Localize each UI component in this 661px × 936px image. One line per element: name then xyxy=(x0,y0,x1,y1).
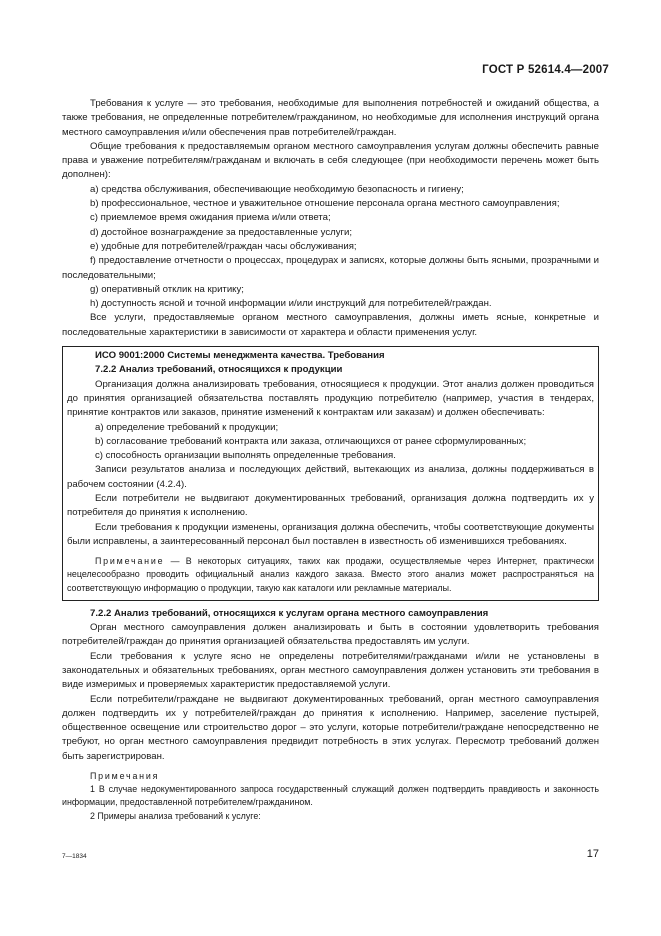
paragraph: Требования к услуге — это требования, необходимые для выполнения потребностей и ожиданий общества, а также требования, не определенные потребителем/гражданином, но необходимые для исполнения инструкций органа местного самоуправления и/или обеспечения прав потребителей/граждан. xyxy=(62,98,599,138)
page-number: 17 xyxy=(586,848,599,860)
document-body xyxy=(62,97,599,823)
paragraph: Все услуги, предоставляемые органом местного самоуправления, должны иметь ясные, конкретные и последовательные характеристики в зависимости от характера и области применения услуг. xyxy=(62,312,599,338)
list-item: f) предоставление отчетности о процессах, процедурах и записях, которые должны быть ясными, прозрачными и последовательными; xyxy=(62,255,599,281)
list-item: g) оперативный отклик на критику; xyxy=(90,283,244,295)
list-item: e) удобные для потребителей/граждан часы обслуживания; xyxy=(90,240,357,252)
box-note xyxy=(67,555,594,595)
list-item: b) согласование требований контракта или заказа, отличающихся от ранее сформулированных; xyxy=(95,435,527,447)
list-item: b) профессиональное, честное и уважительное отношение персонала органа местного самоуправления; xyxy=(90,198,560,210)
paragraph: Организация должна анализировать требования, относящиеся к продукции. Этот анализ должен проводиться до принятия организацией обязательства поставлять продукцию потребителю (например, участия в тендерах, принятие контрактов или заказов, принятие изменений к контрактам или заказам) и должен обеспечивать: xyxy=(67,378,594,419)
paragraph: Если требования к услуге ясно не определены потребителями/гражданами и/или не установлены в законодательных и обязательных требованиях, орган местного самоуправления должен установить эти требования в виде измеримых и проверяемых характеристик предоставляемой услуги. xyxy=(62,650,599,691)
paragraph: Если потребители/граждане не выдвигают документированных требований, орган местного самоуправления должен подтвердить их у потребителей/граждан до принятия к исполнению. Например, заселение пустырей, общественное освещение или строительство дорог – это услуги, которые потребители/граждане непосредственно не требуют, но орган местного самоуправления предвидит потребность в этих услугах. Пересмотр требований должен быть зарегистрирован. xyxy=(62,693,599,762)
list-item: c) способность организации выполнять определенные требования. xyxy=(95,450,396,462)
list-item: a) определение требований к продукции; xyxy=(95,421,279,433)
print-code: 7—1834 xyxy=(62,853,87,860)
standard-code-header: ГОСТ Р 52614.4—2007 xyxy=(482,64,609,76)
note-item: 1 В случае недокументированного запроса государственный служащий должен подтвердить правдивость и законность информации, предоставленной потребителем/гражданином. xyxy=(62,784,599,808)
note-item: 2 Примеры анализа требований к услуге: xyxy=(90,810,261,821)
paragraph: Орган местного самоуправления должен анализировать и быть в состоянии удовлетворить требования потребителей/граждан до принятия организацией обязательства предоставлять им услуги. xyxy=(62,622,599,648)
paragraph: Общие требования к предоставляемым органом местного самоуправления услугам должны обеспечить равные права и уважение потребителям/гражданам и включать в себя следующее (при необходимости перечень может быть дополнен): xyxy=(62,140,599,181)
iso-quote-box xyxy=(62,346,599,601)
list-item: h) доступность ясной и точной информации и/или инструкций для потребителей/граждан. xyxy=(90,298,492,310)
paragraph: Записи результатов анализа и последующих действий, вытекающих из анализа, должны поддерживаться в рабочем состоянии (4.2.4). xyxy=(67,464,594,490)
paragraph: Если потребители не выдвигают документированных требований, организация должна подтвердить их у потребителя до принятия к исполнению. xyxy=(67,493,594,519)
section-title: 7.2.2 Анализ требований, относящихся к услугам органа местного самоуправления xyxy=(90,607,489,619)
notes-label: Примечания xyxy=(90,771,160,782)
note-label: Примечание xyxy=(95,556,165,567)
list-item: c) приемлемое время ожидания приема и/или ответа; xyxy=(90,212,331,224)
paragraph: Если требования к продукции изменены, организация должна обеспечить, чтобы соответствующие документы были исправлены, а заинтересованный персонал был поставлен в известность об изменившихся требованиях. xyxy=(67,521,594,547)
note-text: — В некоторых ситуациях, таких как продажи, осуществляемые через Интернет, практически нецелесообразно проводить официальный анализ каждого заказа. Вместо этого анализ может распространяться на соответствующую информацию о продукции, такую как каталоги или рекламные материалы. xyxy=(67,556,594,593)
box-subtitle: 7.2.2 Анализ требований, относящихся к продукции xyxy=(95,364,343,376)
list-item: a) средства обслуживания, обеспечивающие необходимую безопасность и гигиену; xyxy=(90,183,464,195)
box-title: ИСО 9001:2000 Системы менеджмента качества. Требования xyxy=(95,350,385,362)
list-item: d) достойное вознаграждение за предоставленные услуги; xyxy=(90,226,353,238)
